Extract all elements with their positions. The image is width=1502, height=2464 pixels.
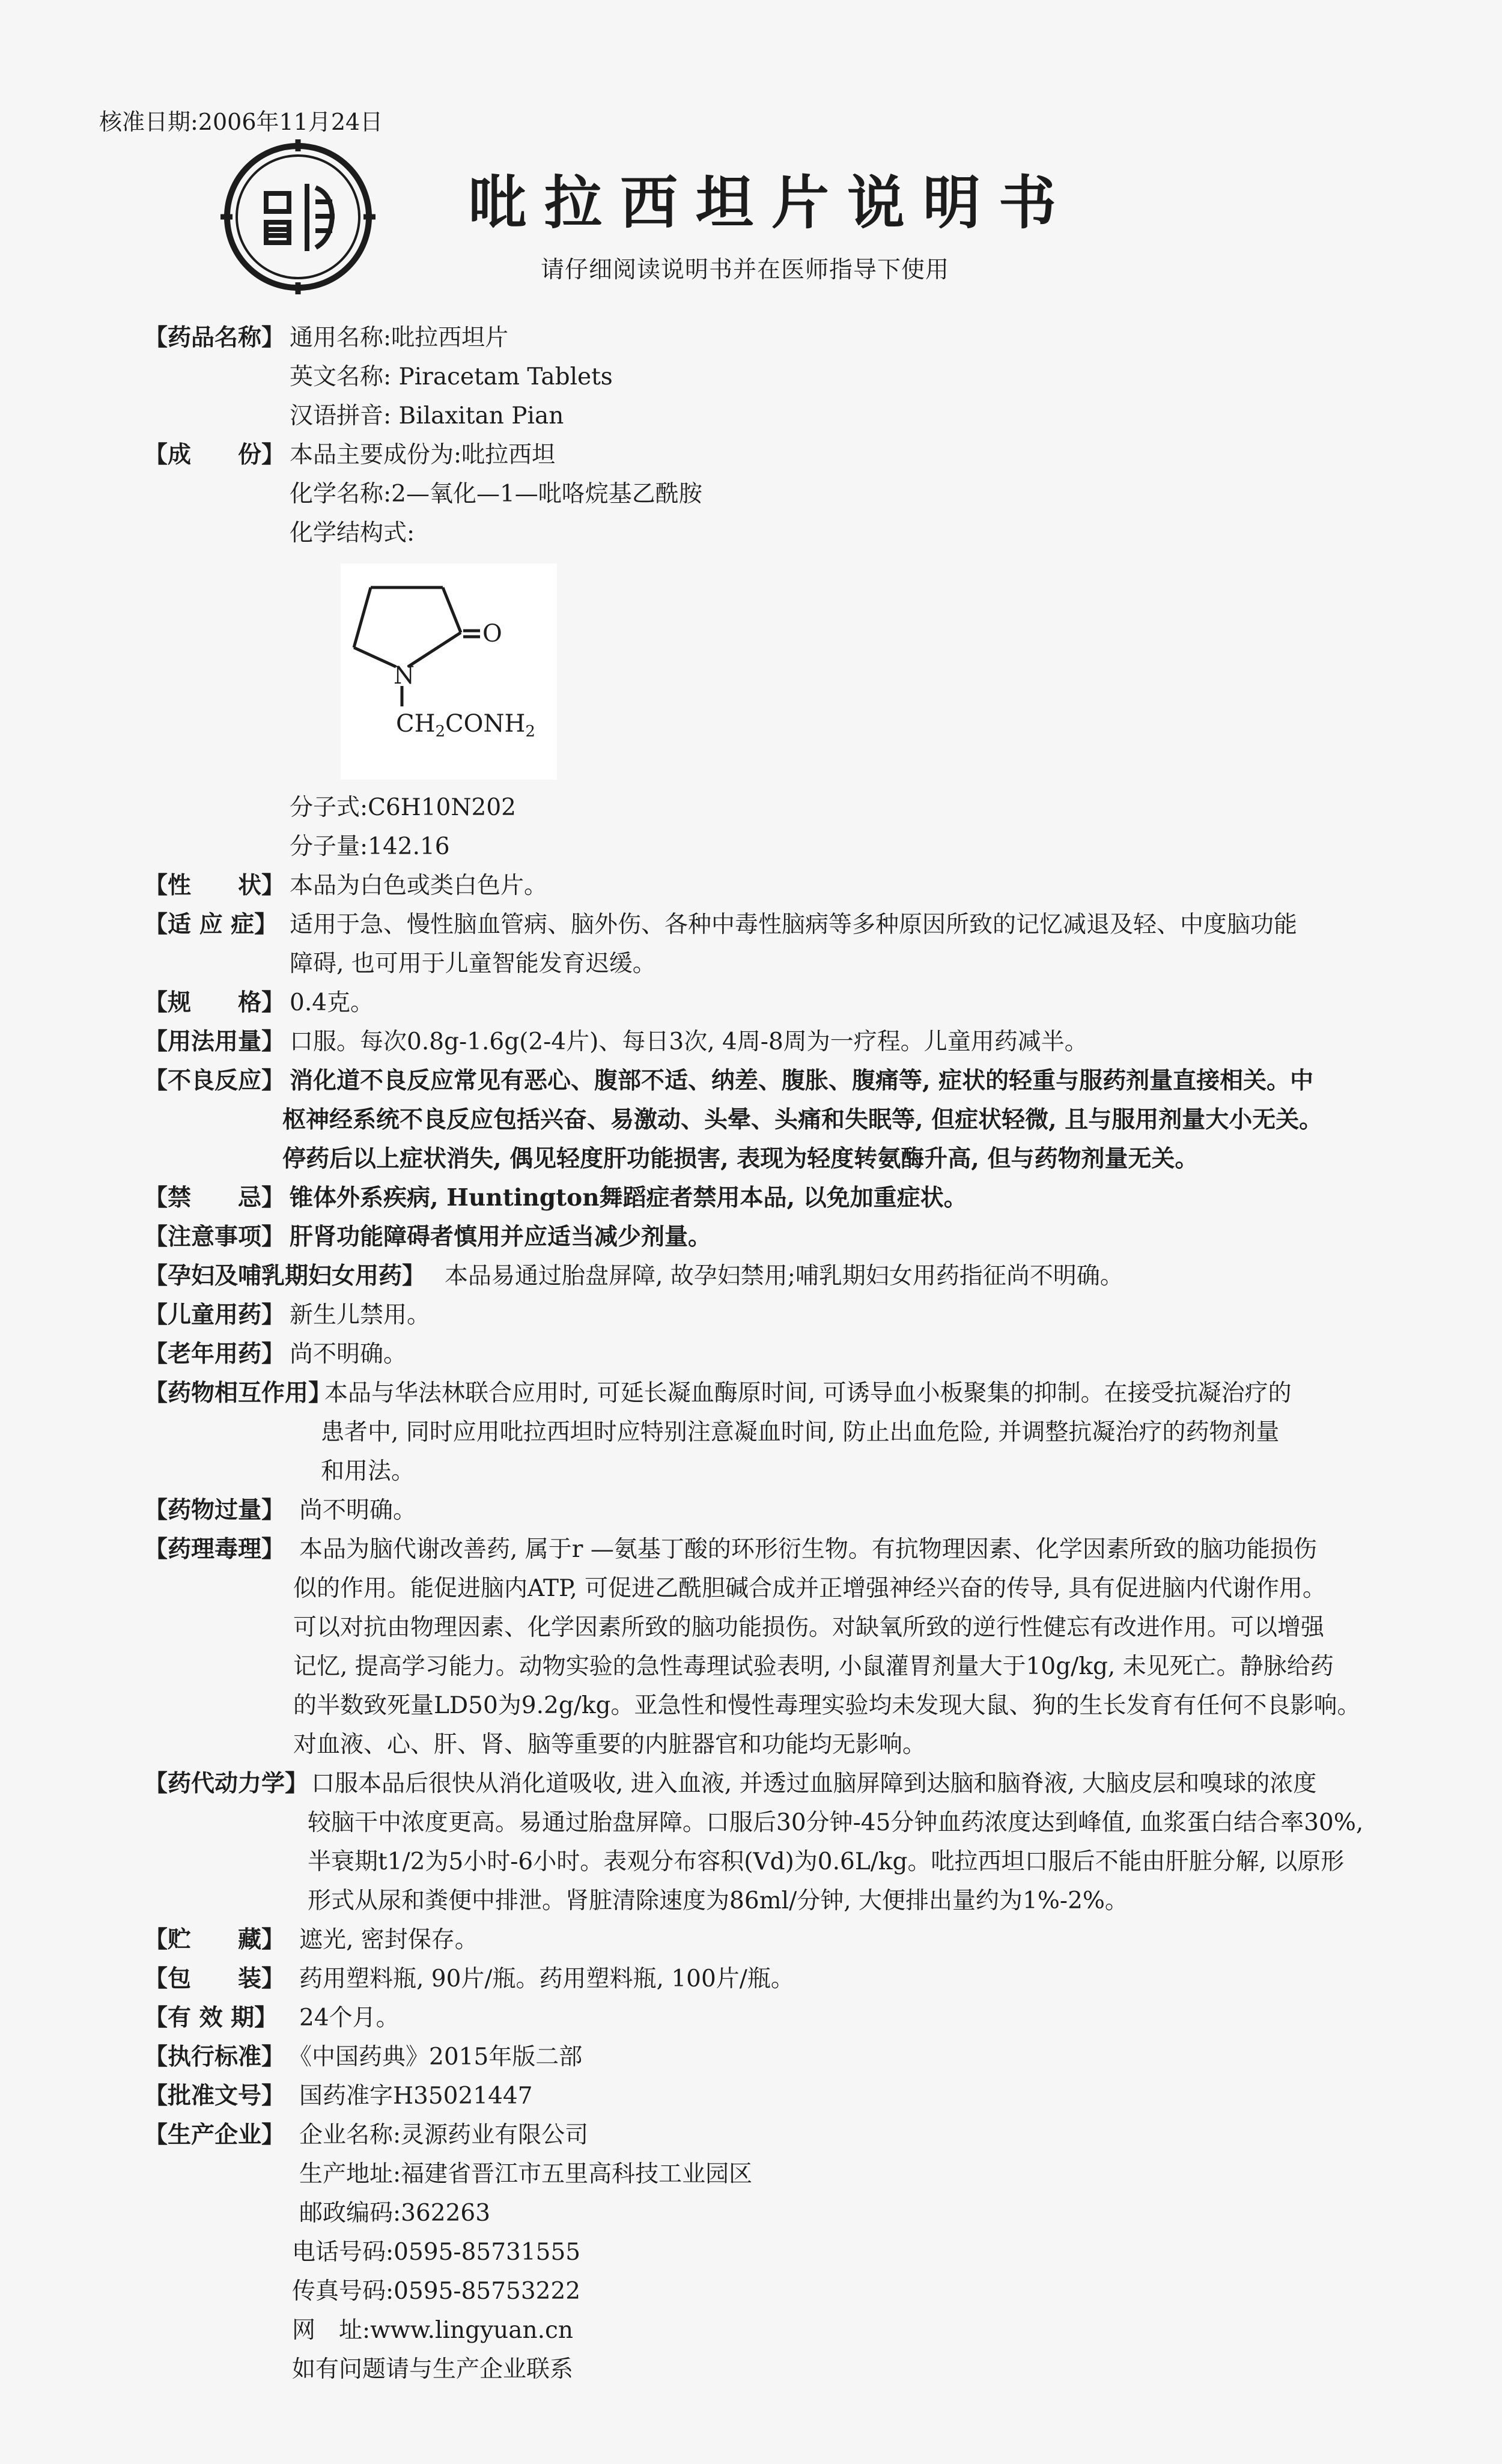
content-line: 英文名称: Piracetam Tablets — [290, 363, 613, 390]
section-dosage — [144, 1022, 1502, 1061]
content-line: 似的作用。能促进脑内ATP, 可促进乙酰胆碱合成并正增强神经兴奋的传导, 具有促进脑内代谢作用。 — [293, 1575, 1326, 1602]
content-line: 形式从尿和粪便中排泄。肾脏清除速度为86ml/分钟, 大便排出量约为1%-2%。 — [308, 1887, 1128, 1914]
section-package — [144, 1959, 1502, 1998]
postal-code: 邮政编码:362263 — [299, 2200, 491, 2227]
section-elderly — [144, 1335, 1502, 1374]
oxygen-atom-label: O — [482, 620, 502, 648]
section-label: 【性 状】 — [144, 872, 285, 899]
section-appearance — [144, 866, 1502, 905]
section-content — [290, 905, 1431, 983]
content-line: 可以对抗由物理因素、化学因素所致的脑功能损伤。对缺氧所致的逆行性健忘有改进作用。可以增强 — [293, 1614, 1325, 1641]
section-contraindications — [144, 1179, 1502, 1218]
content-line: 的半数致死量LD50为9.2g/kg。亚急性和慢性毒理实验均未发现大鼠、狗的生长发育有任何不良影响。 — [293, 1692, 1361, 1719]
section-content — [290, 1022, 1431, 1061]
section-content — [290, 983, 1431, 1022]
content-line: 锥体外系疾病, Huntington舞蹈症者禁用本品, 以免加重症状。 — [290, 1184, 967, 1212]
section-label: 【生产企业】 — [144, 2121, 285, 2149]
contact-note: 如有问题请与生产企业联系 — [292, 2356, 574, 2383]
section-label: 【儿童用药】 — [144, 1301, 285, 1329]
content-line: 本品与华法林联合应用时, 可延长凝血酶原时间, 可诱导血小板聚集的抑制。在接受抗凝治疗的 — [324, 1380, 1292, 1407]
content-line: 肝肾功能障碍者慎用并应适当减少剂量。 — [290, 1223, 712, 1251]
section-content — [290, 1218, 1431, 1257]
content-line: 患者中, 同时应用吡拉西坦时应特别注意凝血时间, 防止出血危险, 并调整抗凝治疗的药物剂量 — [321, 1419, 1280, 1446]
section-manufacturer — [144, 2116, 1502, 2389]
section-content — [299, 1920, 1441, 1959]
content-line: 化学名称:2—氧化—1—吡咯烷基乙酰胺 — [290, 481, 702, 508]
content-line: 对血液、心、肝、肾、脑等重要的内脏器官和功能均无影响。 — [293, 1731, 926, 1758]
content-line: 口服。每次0.8g-1.6g(2-4片)、每日3次, 4周-8周为一疗程。儿童用药减半。 — [290, 1028, 1088, 1055]
content-line: 障碍, 也可用于儿童智能发育迟缓。 — [290, 950, 656, 977]
section-label: 【批准文号】 — [144, 2082, 285, 2110]
section-content — [288, 2038, 1430, 2077]
content-line: 24个月。 — [299, 2004, 400, 2032]
content-line: 本品为白色或类白色片。 — [290, 872, 548, 899]
section-label: 【贮 藏】 — [144, 1926, 285, 1953]
section-content — [290, 1179, 1431, 1218]
section-label: 【有 效 期】 — [144, 2004, 278, 2032]
section-label: 【药理毒理】 — [144, 1535, 285, 1563]
content-line: 较脑干中浓度更高。易通过胎盘屏障。口服后30分钟-45分钟血药浓度达到峰值, 血浆蛋白结合率30%, — [308, 1809, 1364, 1836]
section-label: 【用法用量】 — [144, 1028, 285, 1055]
section-content — [299, 1491, 1441, 1530]
section-label: 【药代动力学】 — [144, 1770, 309, 1797]
section-content — [321, 1374, 1462, 1491]
section-children — [144, 1296, 1502, 1335]
content-line: 药用塑料瓶, 90片/瓶。药用塑料瓶, 100片/瓶。 — [299, 1965, 794, 1992]
section-composition — [144, 435, 1502, 866]
section-pharmacology — [144, 1530, 1502, 1764]
section-pregnancy — [144, 1257, 1502, 1296]
section-content — [290, 318, 1431, 435]
section-content — [308, 1764, 1449, 1920]
company-address: 生产地址:福建省晋江市五里高科技工业园区 — [299, 2161, 753, 2188]
section-content — [445, 1257, 1502, 1296]
section-label: 【药物相互作用】 — [144, 1379, 332, 1407]
section-approval-number — [144, 2077, 1502, 2116]
document-title: 吡拉西坦片说明书 — [469, 169, 1074, 237]
section-label: 【药品名称】 — [144, 324, 285, 351]
content-line: 本品易通过胎盘屏障, 故孕妇禁用;哺乳期妇女用药指征尚不明确。 — [445, 1263, 1123, 1290]
section-spec — [144, 983, 1502, 1022]
section-indications — [144, 905, 1502, 983]
content-line: 化学结构式: — [290, 520, 415, 547]
content-line: 通用名称:吡拉西坦片 — [290, 324, 509, 351]
content-line: 和用法。 — [321, 1458, 415, 1485]
section-content — [282, 1061, 1424, 1179]
document-subtitle: 请仔细阅读说明书并在医师指导下使用 — [541, 256, 950, 284]
section-content — [290, 435, 1431, 866]
section-content — [293, 1530, 1435, 1764]
content-line: 汉语拼音: Bilaxitan Pian — [290, 402, 564, 429]
section-label: 【药物过量】 — [144, 1496, 285, 1524]
section-label: 【禁 忌】 — [144, 1184, 285, 1212]
content-line: 本品主要成份为:吡拉西坦 — [290, 442, 556, 469]
fax-number: 传真号码:0595-85753222 — [292, 2278, 581, 2305]
section-drug-name — [144, 318, 1502, 435]
molecular-weight: 分子量:142.16 — [290, 833, 450, 860]
section-content — [299, 1998, 1441, 2038]
substituent-label: $CH_2CONH_2$ — [396, 710, 535, 741]
section-label: 【老年用药】 — [144, 1340, 285, 1368]
content-line: 口服本品后很快从消化道吸收, 进入血液, 并透过血脑屏障到达脑和脑脊液, 大脑皮层和嗅球的浓度 — [311, 1770, 1317, 1797]
content-line: 适用于急、慢性脑血管病、脑外伤、各种中毒性脑病等多种原因所致的记忆减退及轻、中度脑功能 — [290, 911, 1298, 938]
section-pharmacokinetics — [144, 1764, 1502, 1920]
section-overdose — [144, 1491, 1502, 1530]
section-label: 【包 装】 — [144, 1965, 285, 1992]
section-precautions — [144, 1218, 1502, 1257]
section-content — [299, 2077, 1441, 2116]
company-name: 企业名称:灵源药业有限公司 — [299, 2122, 589, 2149]
section-label: 【适 应 症】 — [144, 911, 278, 938]
content-line: 尚不明确。 — [290, 1341, 407, 1368]
section-storage — [144, 1920, 1502, 1959]
section-label: 【成 份】 — [144, 441, 285, 469]
content-line: 新生儿禁用。 — [290, 1302, 431, 1329]
website-link[interactable]: 网 址:www.lingyuan.cn — [292, 2317, 573, 2344]
phone-number: 电话号码:0595-85731555 — [292, 2239, 581, 2266]
content-line: 消化道不良反应常见有恶心、腹部不适、纳差、腹胀、腹痛等, 症状的轻重与服药剂量直接相关。中 — [290, 1067, 1314, 1094]
content-line: 本品为脑代谢改善药, 属于r —氨基丁酸的环形衍生物。有抗物理因素、化学因素所致的脑功能损伤 — [299, 1536, 1317, 1563]
section-label: 【注意事项】 — [144, 1223, 285, 1251]
molecular-formula: 分子式:C6H10N202 — [290, 794, 516, 821]
content-line: 停药后以上症状消失, 偶见轻度肝功能损害, 表现为轻度转氨酶升高, 但与药物剂量无关。 — [282, 1145, 1199, 1173]
section-validity — [144, 1998, 1502, 2038]
chemical-structure-diagram — [341, 563, 557, 780]
company-seal-logo — [219, 138, 377, 296]
section-content — [290, 1335, 1431, 1374]
leaflet-body — [0, 318, 1502, 2389]
section-label: 【孕妇及哺乳期妇女用药】 — [144, 1262, 426, 1290]
section-label: 【执行标准】 — [144, 2043, 285, 2071]
content-line: 0.4克。 — [290, 989, 374, 1016]
content-line: 半衰期t1/2为5小时-6小时。表观分布容积(Vd)为0.6L/kg。吡拉西坦口服后不能由肝脏分解, 以原形 — [308, 1848, 1345, 1875]
content-line: 记忆, 提高学习能力。动物实验的急性毒理试验表明, 小鼠灌胃剂量大于10g/kg, 未见死亡。静脉给药 — [293, 1653, 1334, 1680]
content-line: 国药准字H35021447 — [299, 2083, 533, 2110]
approval-date: 核准日期:2006年11月24日 — [99, 109, 383, 135]
content-line: 尚不明确。 — [299, 1497, 417, 1524]
section-content — [292, 2116, 1441, 2389]
content-line: 遮光, 密封保存。 — [299, 1926, 478, 1953]
section-content — [290, 1296, 1431, 1335]
section-adverse-reactions — [144, 1061, 1502, 1179]
content-line: 《中国药典》2015年版二部 — [288, 2044, 583, 2071]
section-content — [290, 866, 1431, 905]
nitrogen-atom-label: N — [394, 662, 415, 690]
content-line: 枢神经系统不良反应包括兴奋、易激动、头晕、头痛和失眠等, 但症状轻微, 且与服用剂量大小无关。 — [282, 1106, 1323, 1133]
section-standard — [144, 2038, 1502, 2077]
section-content — [299, 1959, 1441, 1998]
section-label: 【不良反应】 — [144, 1067, 285, 1094]
section-label: 【规 格】 — [144, 989, 285, 1016]
section-interactions — [144, 1374, 1502, 1491]
